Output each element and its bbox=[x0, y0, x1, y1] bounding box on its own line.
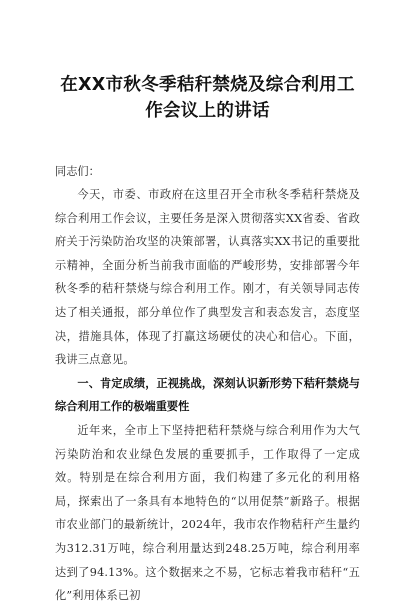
body-paragraph-1: 今天，市委、市政府在这里召开全市秋冬季秸秆禁烧及综合利用工作会议，主要任务是深入贯彻落实XX省委、省政府关于污染防治攻坚的决策部署，认真落实XX书记的重要批示精神，全面分析当前我市面临的严峻形势，安排部署今年秋冬季的秸秆禁烧与综合利用工作。刚才，有关领导同志传达了相关通报，部分单位作了典型发言和表态发言，态度坚决，措施具体，体现了打赢这场硬仗的决心和信心。下面，我讲三点意见。 bbox=[55, 188, 360, 367]
body-paragraph-2: 近年来，全市上下坚持把秸秆禁烧与综合利用作为大气污染防治和农业绿色发展的重要抓手，工作取得了一定成效。特别是在综合利用方面，我们构建了多元化的利用格局，探索出了一条具有本地特色的“以用促禁”新路子。根据市农业部门的最新统计，2024年，我市农作物秸秆产生量约为312.31万吨，综合利用量达到248.25万吨，综合利用率达到了94.13%。这个数据来之不易，它标志着我市秸秆“五化”利用体系已初 bbox=[55, 423, 360, 603]
document-title: 在XX市秋冬季秸秆禁烧及综合利用工作会议上的讲话 bbox=[60, 75, 355, 121]
salutation: 同志们： bbox=[55, 165, 100, 178]
section-heading-1: 一、肯定成绩，正视挑战，深刻认识新形势下秸秆禁烧与综合利用工作的极端重要性 bbox=[55, 376, 360, 414]
